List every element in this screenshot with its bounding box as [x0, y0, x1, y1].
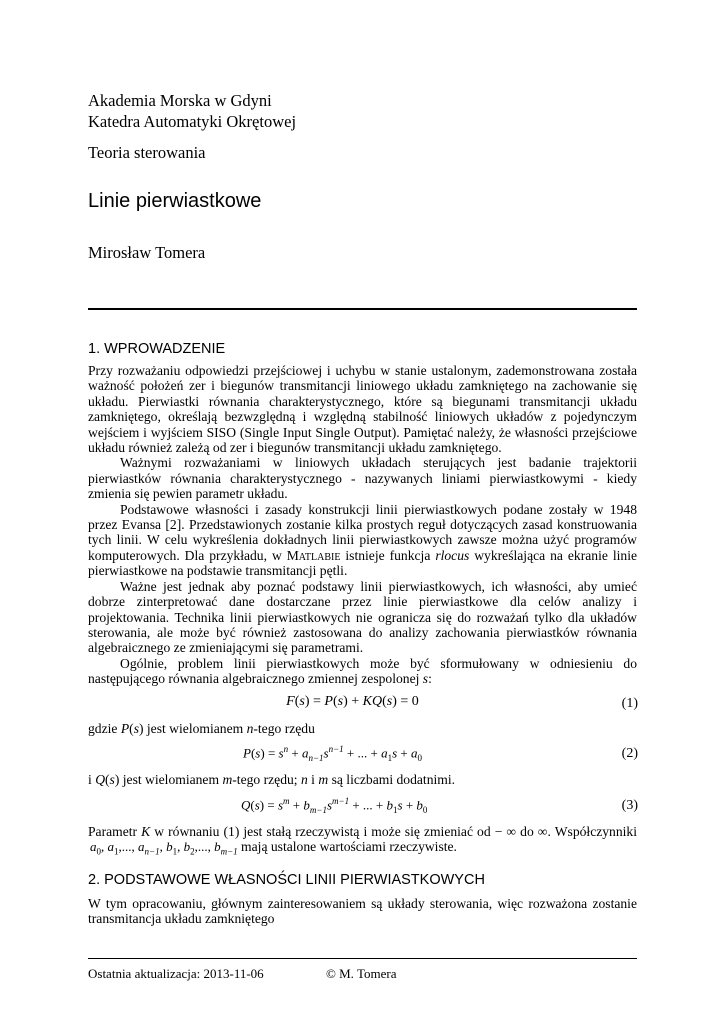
section-1-body — [88, 363, 637, 687]
header-divider — [88, 308, 637, 310]
equation-2: $P(s) = s^n + a_{n-1}s^{n-1}$ + ... + $a_1s + a_0$ — [243, 744, 422, 763]
section-2-heading: 2. PODSTAWOWE WŁASNOŚCI LINII PIERWIASTKOWYCH — [88, 872, 485, 888]
text-after-equation-1: gdzie P(s) jest wielomianem n-tego rzędu — [88, 721, 315, 736]
paragraph-1: Przy rozważaniu odpowiedzi przejściowej i uchybu w stanie ustalonym, zademonstrowana została ważność położeń zer i biegunów transmitancji liniowego układu zamkniętego na zachowanie się układu. Pierwiastki równania charakterystycznego, które są biegunami transmitancji układu zamkniętego, określają bezwzględną i względną stabilność liniowych układów z pojedynczym wejściem i wyjściem SISO (Single Input Single Output). Pamiętać należy, że własności przejściowe układu również zależą od zer i biegunów transmitancji układu zamkniętego. — [88, 363, 637, 456]
course-name: Teoria sterowania — [88, 143, 206, 162]
section-1-heading: 1. WPROWADZENIE — [88, 341, 226, 357]
equation-3: $Q(s) = s^m + b_{m-1}s^{m-1}$ + ... + $b_1s + b_0$ — [241, 796, 428, 815]
section-2-body — [88, 896, 637, 927]
paragraph-2: Ważnymi rozważaniami w liniowych układach sterujących jest badanie trajektorii pierwiastków równania charakterystycznego - nazywanych liniami pierwiastkowymi - kiedy zmienia się pewien parametr układu. — [88, 455, 637, 502]
matlab-term: Matlabie — [286, 547, 341, 563]
last-updated: Ostatnia aktualizacja: 2013-11-06 — [88, 966, 264, 981]
coefficients-line: $a_0$, $a_1$,..., $a_{n-1}$, $b_1$, $b_2$,..., $b_{m-1}$ mają ustalone wartościami rzeczywiste. — [90, 839, 457, 857]
text-after-equation-2: i Q(s) jest wielomianem m-tego rzędu; n i m są liczbami dodatnimi. — [88, 772, 456, 787]
paragraph-6: Parametr K w równaniu (1) jest stałą rzeczywistą i może się zmieniać od − ∞ do ∞. Współczynniki $a_0$, $a_1$,..., $a_{n-1}$, $b_1$, $b_2$,..., $b_{m-1}$ mają ustalone wartościami rzeczywiste. — [88, 824, 637, 860]
document-title: Linie pierwiastkowe — [88, 190, 262, 212]
equation-2-number: (2) — [621, 746, 638, 761]
footer-divider — [88, 958, 637, 959]
department-name: Katedra Automatyki Okrętowej — [88, 112, 297, 131]
copyright: © M. Tomera — [326, 966, 397, 981]
paragraph-5: Ogólnie, problem linii pierwiastkowych może być sformułowany w odniesieniu do następującego równania algebraicznego zmiennej zespolonej s: — [88, 655, 637, 687]
rlocus-term: rlocus — [435, 547, 470, 563]
equation-1-number: (1) — [621, 696, 638, 711]
section-2-paragraph-1: W tym opracowaniu, głównym zainteresowaniem są układy sterowania, więc rozważona zostanie transmitancja układu zamkniętego — [88, 896, 637, 927]
equation-3-number: (3) — [621, 798, 638, 813]
paragraph-4: Ważne jest jednak aby poznać podstawy linii pierwiastkowych, ich własności, aby umieć dobrze zinterpretować dane dostarczane przez linie pierwiastkowe dla celów analizy i projektowania. Technika linii pierwiastkowych nie ogranicza się do rozważań tylko dla układów sterowania, ale może być również zastosowana do analizy zachowania pierwiastków równania algebraicznego ze zmieniającymi się parametrami. — [88, 578, 637, 656]
author-name: Mirosław Tomera — [88, 243, 206, 262]
institution-name: Akademia Morska w Gdyni — [88, 91, 272, 110]
equation-1: F(s) = P(s) + KQ(s) = 0 — [286, 694, 419, 709]
paragraph-3: Podstawowe własności i zasady konstrukcji linii pierwiastkowych podane zostały w 1948 przez Evansa [2]. Przedstawionych zostanie kilka prostych reguł dotyczących zasad konstruowania tych linii. W celu wykreślenia dokładnych linii pierwiastkowych zawsze można użyć programów komputerowych. Dla przykładu, w Matlabie istnieje funkcja rlocus wykreślająca na ekranie linie pierwiastkowe na podstawie transmitancji pętli. — [88, 501, 637, 579]
